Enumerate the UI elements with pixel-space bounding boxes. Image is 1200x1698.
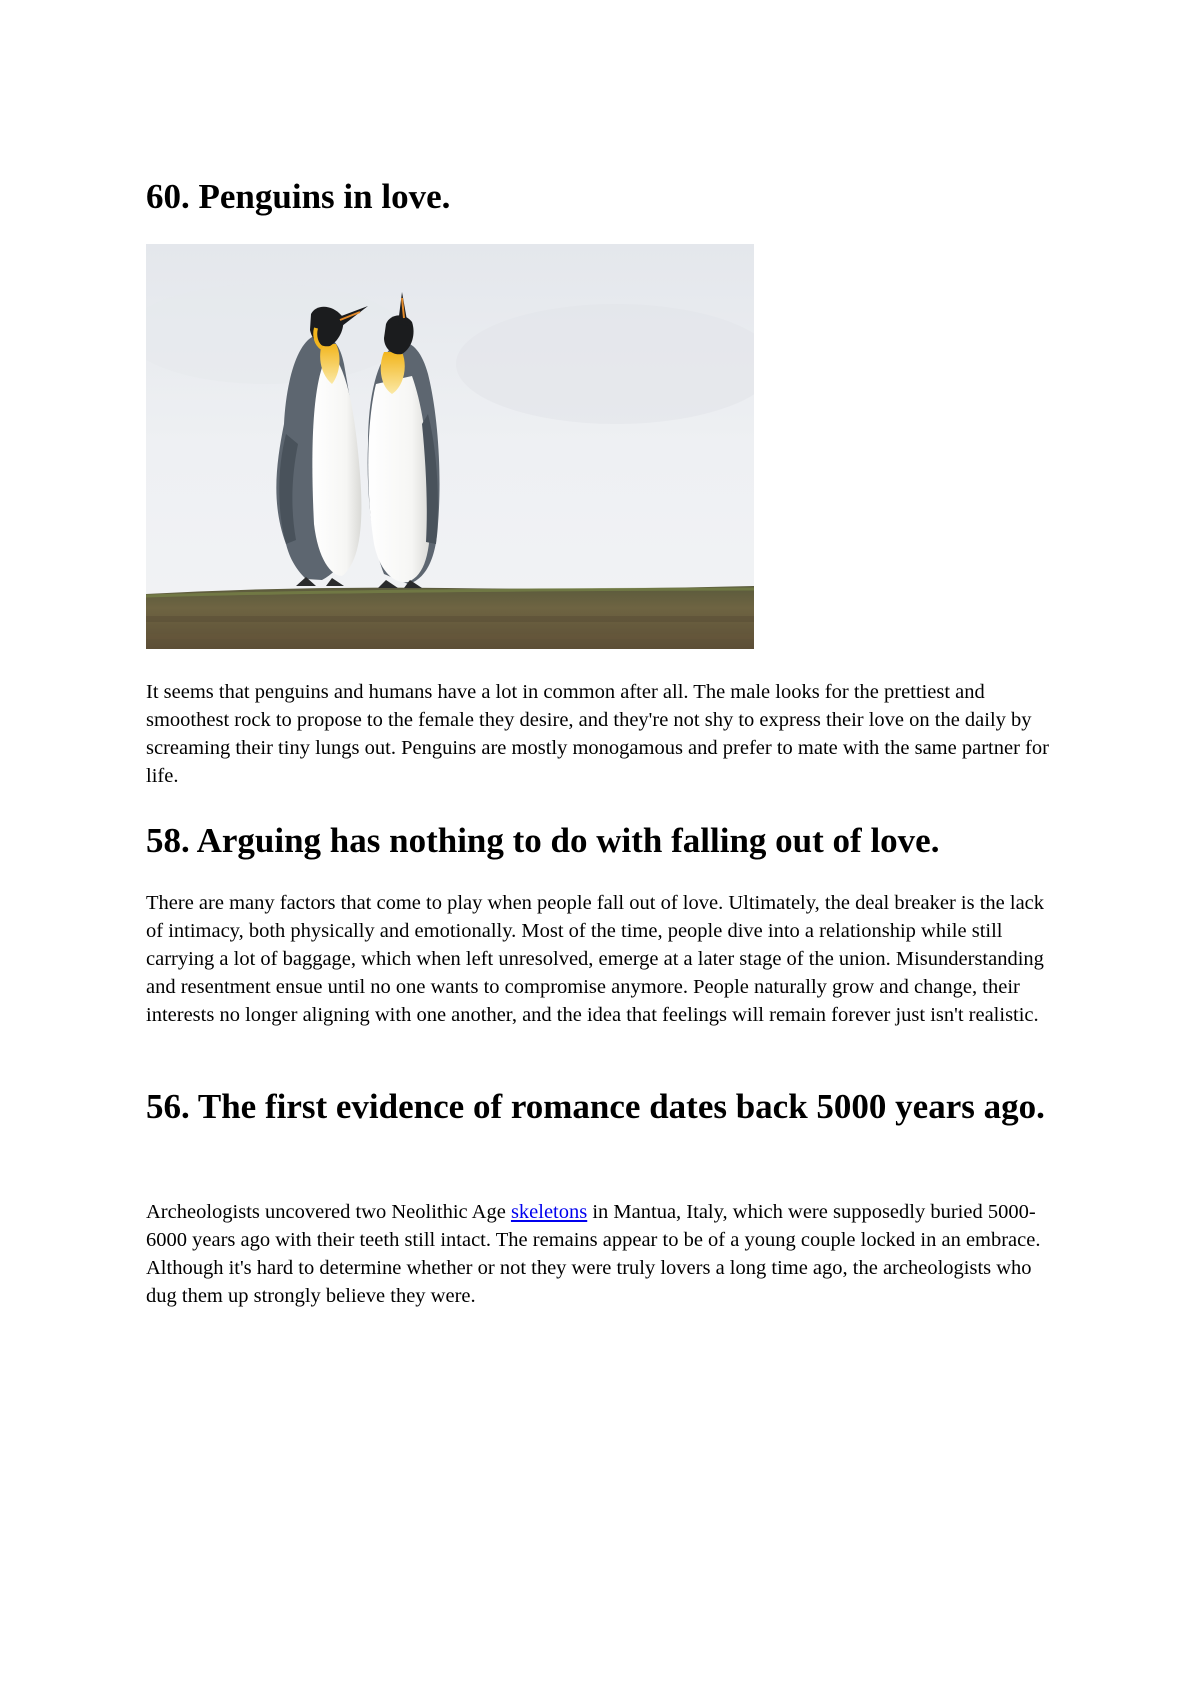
- section-heading-penguins: 60. Penguins in love.: [146, 177, 451, 216]
- penguins-photo: [146, 244, 754, 649]
- section-body-romance: [146, 1198, 1066, 1310]
- body-text-before-link: Archeologists uncovered two Neolithic Age: [146, 1201, 511, 1223]
- skeletons-link[interactable]: skeletons: [510, 1201, 588, 1223]
- section-heading-romance: 56. The first evidence of romance dates back 5000 years ago.: [146, 1087, 1045, 1126]
- section-body-arguing: There are many factors that come to play when people fall out of love. Ultimately, the deal breaker is the lack of intimacy, both physically and emotionally. Most of the time, people dive into a relationship while still carrying a lot of baggage, which when left unresolved, emerge at a later stage of the union. Misunderstanding and resentment ensue until no one wants to compromise anymore. People naturally grow and change, their interests no longer aligning with one another, and the idea that feelings will remain forever just isn't realistic.: [146, 892, 1045, 1026]
- section-heading-arguing: 58. Arguing has nothing to do with falling out of love.: [146, 821, 940, 860]
- body-text-after-link: in Mantua, Italy, which were supposedly buried 5000-6000 years ago with their teeth still intact. The remains appear to be of a young couple locked in an embrace. Although it's hard to determine whether or not they were truly lovers a long time ago, the archeologists who dug them up strongly believe they were.: [146, 1201, 1041, 1307]
- section-body-penguins: It seems that penguins and humans have a lot in common after all. The male looks for the prettiest and smoothest rock to propose to the female they desire, and they're not shy to express their love on the daily by screaming their tiny lungs out. Penguins are mostly monogamous and prefer to mate with the same partner for life.: [146, 681, 1049, 787]
